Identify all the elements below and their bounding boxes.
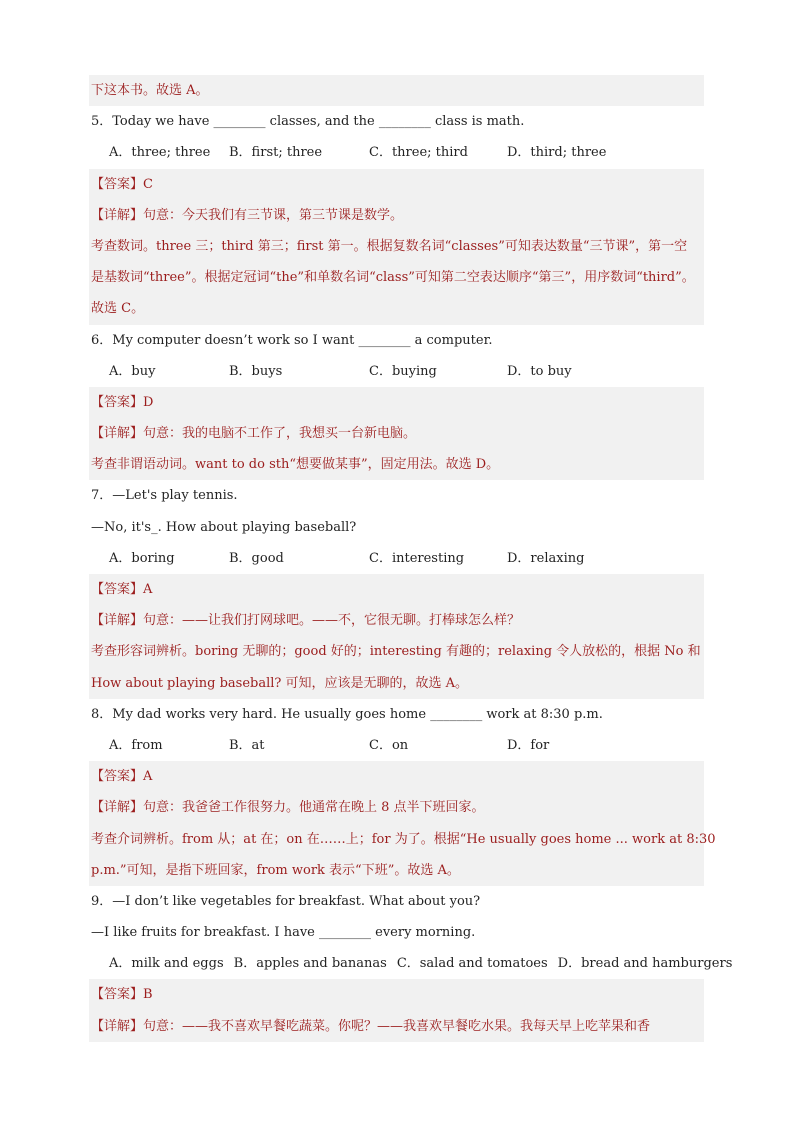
answer-text: B: [143, 987, 153, 1003]
answer-line: [89, 761, 704, 792]
option-item: C．salad and tomatoes: [396, 956, 548, 972]
option-item: A．three; three: [109, 145, 211, 161]
answer-tag: 【详解】: [91, 800, 144, 816]
explanation-line: 是基数词“three”。根据定冠词“the”和单数名词“class”可知第二空表达顺序“第三”，用序数词“third”。: [89, 262, 704, 293]
option-item: B．apples and bananas: [233, 956, 387, 972]
answer-line: [89, 979, 704, 1010]
answer-text: 句意：——我不喜欢早餐吃蔬菜。你呢？——我喜欢早餐吃水果。我每天早上吃苹果和香: [143, 1018, 651, 1034]
question-line: 9．—I don’t like vegetables for breakfast. What about you?: [91, 893, 481, 909]
answer-tag: 【答案】: [91, 582, 144, 597]
answer-text: A: [143, 582, 153, 597]
answer-tag: 【答案】: [91, 769, 144, 785]
question-line: —I like fruits for breakfast. I have ________ every morning.: [91, 925, 476, 941]
answer-text: 句意：我爸爸工作很努力。他通常在晚上 8 点半下班回家。: [143, 800, 485, 816]
answer-tag: 【详解】: [91, 426, 144, 442]
option-item: C．buying: [369, 363, 437, 379]
options-row: [89, 543, 704, 574]
answer-tag: 【答案】: [91, 176, 144, 192]
option-item: D．relaxing: [507, 550, 585, 566]
answer-tag: 【详解】: [91, 1018, 144, 1034]
explanation-line: 下这本书。故选 A。: [89, 75, 704, 106]
answer-tag: 【详解】: [91, 207, 144, 223]
explanation-line: 考查形容词辨析。boring 无聊的；good 好的；interesting 有趣的；relaxing 令人放松的，根据 No 和: [89, 636, 704, 667]
option-item: B．at: [229, 737, 265, 753]
option-item: B．first; three: [229, 145, 323, 161]
answer-tag: 【答案】: [91, 987, 144, 1003]
explanation-line: 故选 C。: [89, 293, 704, 324]
answer-tag: 【详解】: [91, 613, 144, 629]
answer-line: [89, 792, 704, 823]
question-line: 5．Today we have ________ classes, and the ________ class is math.: [91, 114, 525, 130]
answer-line: [89, 574, 704, 605]
answer-line: [89, 1011, 704, 1042]
option-item: C．interesting: [369, 550, 465, 566]
option-item: A．milk and eggs: [109, 956, 224, 972]
option-item: D．third; three: [507, 145, 607, 161]
options-row: [89, 948, 733, 979]
answer-text: A: [143, 769, 153, 785]
explanation-line: 考查介词辨析。from 从；at 在；on 在……上；for 为了。根据“He usually goes home ... work at 8:30: [89, 824, 704, 855]
option-item: C．three; third: [369, 145, 468, 161]
explanation-line: 考查非谓语动词。want to do sth“想要做某事”，固定用法。故选 D。: [89, 449, 704, 480]
answer-line: [89, 169, 704, 200]
explanation-line: How about playing baseball? 可知，应该是无聊的，故选 A。: [89, 668, 704, 699]
answer-text: 句意：我的电脑不工作了，我想买一台新电脑。: [143, 426, 417, 442]
answer-text: 句意：今天我们有三节课，第三节课是数学。: [143, 207, 404, 223]
answer-text: C: [143, 176, 153, 192]
answer-text: 句意：——让我们打网球吧。——不，它很无聊。打棒球怎么样？: [143, 613, 521, 629]
answer-line: [89, 387, 704, 418]
explanation-line: p.m.”可知，是指下班回家，from work 表示“下班”。故选 A。: [89, 855, 704, 886]
answer-text: D: [143, 394, 154, 410]
option-item: D．to buy: [507, 363, 572, 379]
option-item: C．on: [369, 737, 409, 753]
question-line: 8．My dad works very hard. He usually goes home ________ work at 8:30 p.m.: [91, 706, 603, 722]
answer-line: [89, 605, 704, 636]
question-line: —No, it's_. How about playing baseball?: [91, 519, 357, 535]
answer-line: [89, 418, 704, 449]
option-item: B．buys: [229, 363, 283, 379]
option-item: B．good: [229, 550, 284, 566]
explanation-line: 考查数词。three 三；third 第三；first 第一。根据复数名词“classes”可知表达数量“三节课”，第一空: [89, 231, 704, 262]
question-line: 7．—Let's play tennis.: [91, 488, 238, 504]
answer-tag: 【答案】: [91, 394, 144, 410]
options-row: [89, 356, 704, 387]
document-page: [89, 75, 733, 1042]
options-row: [89, 730, 704, 761]
answer-line: [89, 200, 704, 231]
option-item: A．boring: [109, 550, 175, 566]
option-item: A．from: [109, 737, 163, 753]
options-row: [89, 137, 704, 168]
option-item: A．buy: [109, 363, 156, 379]
option-item: D．bread and hamburgers: [557, 956, 733, 972]
option-item: D．for: [507, 737, 550, 753]
question-line: 6．My computer doesn’t work so I want ________ a computer.: [91, 332, 493, 348]
